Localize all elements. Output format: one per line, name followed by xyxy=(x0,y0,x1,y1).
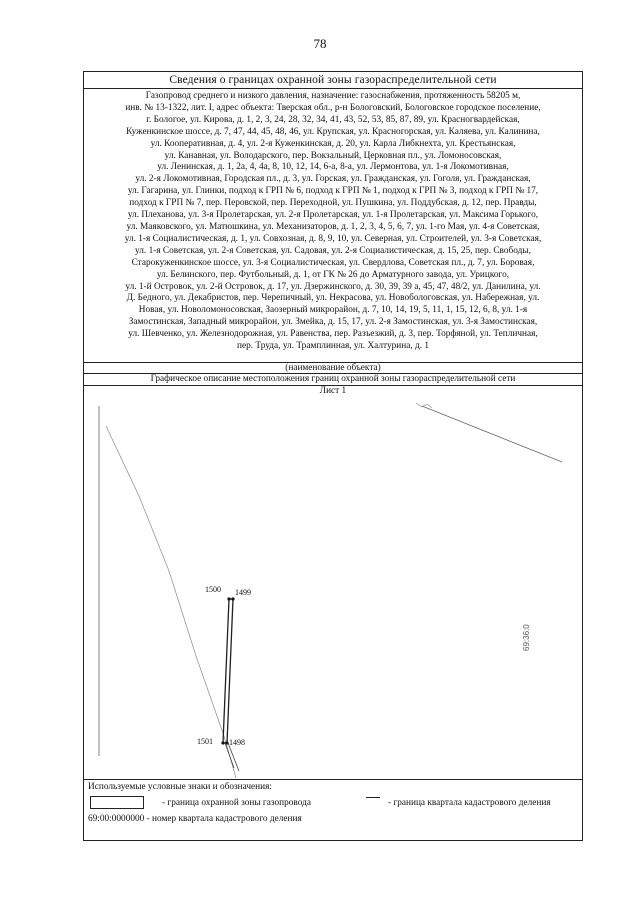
description-line: ул. Кооперативная, д. 4, ул. 2-я Куженкинская, д. 20, ул. Карла Либкнехта, ул. Крестьянская, xyxy=(150,138,516,149)
description-line: Куженкинское шоссе, д. 7, 47, 44, 45, 48, 46, ул. Крупская, ул. Красногорская, ул. Каляева, ул. Калинина, xyxy=(126,126,540,137)
cadastral-boundary-line xyxy=(416,403,432,408)
point-label-1501: 1501 xyxy=(197,737,213,746)
boundary-map xyxy=(84,386,582,779)
legend-zone-boundary-text: - граница охранной зоны газопровода xyxy=(162,798,311,808)
description-line: ул. Шевченко, ул. Железнодорожная, ул. Равенства, пер. Разъезжий, д. 3, пер. Торфяной, ул. Тепличная, xyxy=(128,329,538,340)
map-area xyxy=(84,386,582,780)
description-line: Газопровод среднего и низкого давления, назначение: газоснабжения, протяженность 58205 м, xyxy=(145,91,521,101)
point-marker-1500 xyxy=(227,597,230,600)
point-label-1500: 1500 xyxy=(205,585,221,594)
zone-boundary-polygon xyxy=(223,599,233,743)
description-line: ул. 2-я Локомотивная, Городская пл., д. 3, ул. Горская, ул. Гражданская, ул. Гоголя, ул. Гражданская, xyxy=(135,174,531,185)
description-line: Д. Бедного, ул. Декабристов, пер. Черепичный, ул. Некрасова, ул. Новобологовская, ул. Набережная, ул. xyxy=(126,293,540,304)
quarter-number-text: - номер квартала кадастрового деления xyxy=(146,814,302,824)
cadastral-quarter-number: 69:36:0 xyxy=(522,624,531,651)
description-line: ул. 1-я Социалистическая, д. 1, ул. Совхозная, д. 8, 9, 10, ул. Северная, ул. Строителей, ул. 3-я Советская, xyxy=(124,233,542,244)
description-line: г. Бологое, ул. Кирова, д. 1, 2, 3, 24, 28, 32, 34, 41, 43, 52, 53, 85, 87, 89, ул. Красногвардейская, xyxy=(146,114,520,125)
object-name-caption: (наименование объекта) xyxy=(84,363,582,374)
description-line: ул. Белинского, пер. Футбольный, д. 1, от ГК № 26 до Арматурного завода, ул. Урицкого, xyxy=(156,269,510,280)
cadastral-boundary-line xyxy=(106,426,236,778)
legend xyxy=(84,780,582,835)
page-number: 78 xyxy=(313,36,327,51)
graphic-description-title: Графическое описание местоположения границ охранной зоны газораспределительной сети xyxy=(84,374,582,386)
legend-quarter-boundary-text: - граница квартала кадастрового деления xyxy=(388,798,551,808)
zone-boundary-symbol xyxy=(90,796,144,809)
cadastral-boundary-line xyxy=(422,406,562,462)
point-marker-1499 xyxy=(231,597,234,600)
description-line: ул. Канавная, ул. Володарского, пер. Вокзальный, Церковная пл., ул. Ломоносовская, xyxy=(164,150,502,161)
description-line: ул. Плеханова, ул. 3-я Пролетарская, ул. 2-я Пролетарская, ул. 1-я Пролетарская, ул. Максима Горького, xyxy=(127,210,539,221)
point-marker-1501 xyxy=(221,741,224,744)
boundary-info-frame xyxy=(83,71,583,841)
object-description xyxy=(84,89,582,363)
document-title: Сведения о границах охранной зоны газораспределительной сети xyxy=(84,72,582,89)
quarter-number-sample: 69:00:0000000 xyxy=(88,814,145,824)
quarter-boundary-symbol xyxy=(366,797,380,798)
point-label-1499: 1499 xyxy=(235,588,251,597)
description-line: ул. Маяковского, ул. Матюшкина, ул. Механизаторов, д. 1, 2, 3, 4, 5, 6, 7, ул. 1-го Мая, ул. 4-я Советская, xyxy=(126,221,540,232)
description-line: ул. 1-я Советская, ул. 2-я Советская, ул. Садовая, ул. 2-я Социалистическая, д. 15, 25, пер. Свободы, xyxy=(135,245,531,256)
description-line: Новая, ул. Новоломоносовская, Заозерный микрорайон, д. 7, 10, 14, 19, 5, 11, 1, 15, 12, 6, 8, ул. 1-я xyxy=(138,305,528,316)
description-line: ул. 1-й Островок, ул. 2-й Островок, д. 17, ул. Дзержинского, д. 30, 39, 39 а, 45, 47, 48/2, ул. Данилина, ул. xyxy=(125,281,541,292)
sheet-label: Лист 1 xyxy=(319,386,347,396)
description-line: подход к ГРП № 7, пер. Перовской, пер. Переходной, ул. Пушкина, ул. Поддубская, д. 12, пер. Правды, xyxy=(129,198,537,209)
description-line: инв. № 13-1322, лит. I, адрес объекта: Тверская обл., р-н Бологовский, Бологовское городское поселение, xyxy=(125,102,541,113)
legend-title: Используемые условные знаки и обозначения: xyxy=(88,782,272,792)
description-line: ул. Гагарина, ул. Глинки, подход к ГРП № 6, подход к ГРП № 1, подход к ГРП № 3, подход к ГРП № 17, xyxy=(127,186,539,197)
description-line: пер. Труда, ул. Трамплинная, ул. Халтурина, д. 1 xyxy=(237,341,429,352)
description-line: Замостинская, Западный микрорайон, ул. Змейка, д. 15, 17, ул. 2-я Замостинская, ул. 3-я Замостинская, xyxy=(128,317,538,328)
legend-quarter-number-row xyxy=(88,814,302,824)
description-line: ул. Ленинская, д. 1, 2а, 4, 4а, 8, 10, 12, 14, 6-а, 8-а, ул. Лермонтова, ул. 1-я Локомотивная, xyxy=(157,162,509,173)
description-line: Старокуженкинское шоссе, ул. 3-я Социалистическая, ул. Свердлова, Советская пл., д. 7, ул. Боровая, xyxy=(131,257,535,268)
point-label-1498: 1498 xyxy=(229,738,245,747)
